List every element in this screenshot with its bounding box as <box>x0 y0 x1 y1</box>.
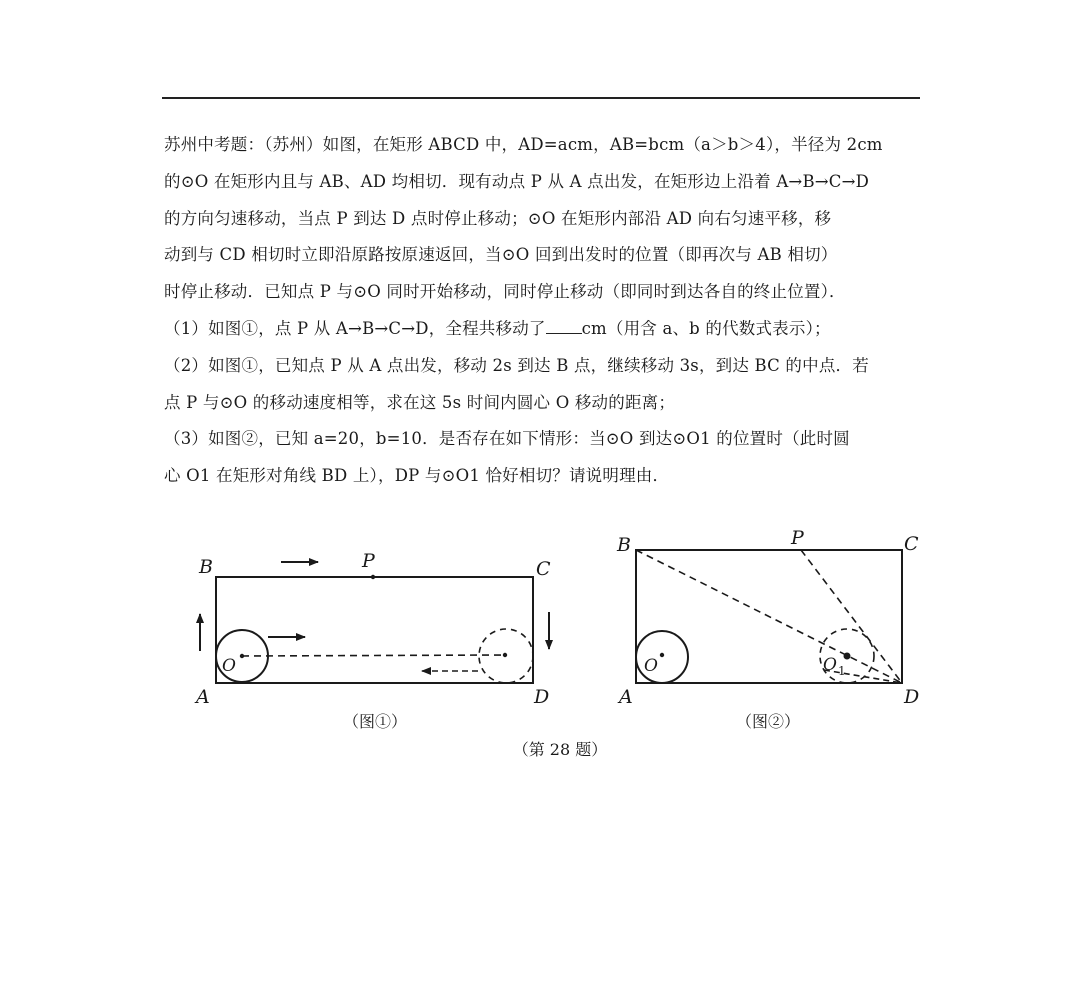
label-c-fig2: C <box>904 533 919 555</box>
question-2-line-1: （2）如图①，已知点 P 从 A 点出发，移动 2s 到达 B 点，继续移动 3s，到达 BC 的中点．若 <box>164 355 869 375</box>
center-o-dot-2 <box>660 653 664 657</box>
label-a-fig1: A <box>196 686 210 708</box>
label-c-fig1: C <box>536 558 551 580</box>
label-a-fig2: A <box>619 686 633 708</box>
question-3-line-2: 心 O1 在矩形对角线 BD 上），DP 与⊙O1 恰好相切？请说明理由． <box>164 466 670 486</box>
label-d-fig1: D <box>534 686 550 708</box>
label-b-fig2: B <box>617 534 631 556</box>
label-o1-subscript: 1 <box>838 664 846 678</box>
question-3-line-1: （3）如图②，已知 a=20，b=10．是否存在如下情形：当⊙O 到达⊙O1 的位置时（此时圆 <box>164 429 850 449</box>
label-d-fig2: D <box>904 686 920 708</box>
label-p-fig1: P <box>362 550 375 572</box>
label-o1-fig2: O <box>823 655 837 675</box>
figure-2 <box>616 527 919 708</box>
figure-1 <box>194 550 551 708</box>
rectangle-abcd <box>216 577 533 683</box>
question-number-caption: （第 28 题） <box>512 740 608 759</box>
problem-line-2: 的⊙O 在矩形内且与 AB、AD 均相切．现有动点 P 从 A 点出发，在矩形边上沿着 A→B→C→D <box>164 171 870 191</box>
label-o-fig2: O <box>644 656 658 676</box>
diagonal-bd <box>636 550 902 683</box>
segment-dp <box>801 550 902 683</box>
figure-1-caption: （图①） <box>342 712 407 731</box>
question-1-tail: cm（用含 a、b 的代数式表示）； <box>581 318 831 338</box>
question-1-text: （1）如图①，点 P 从 A→B→C→D，全程共移动了 <box>164 318 546 338</box>
problem-line-1: 苏州中考题：（苏州）如图，在矩形 ABCD 中，AD=acm，AB=bcm（a＞b＞4），半径为 2cm <box>164 135 883 154</box>
label-o-fig1: O <box>222 656 236 676</box>
problem-line-4: 动到与 CD 相切时立即沿原路按原速返回，当⊙O 回到出发时的位置（即再次与 AB 相切） <box>164 245 838 265</box>
problem-line-3: 的方向匀速移动，当点 P 到达 D 点时停止移动；⊙O 在矩形内部沿 AD 向右匀速平移，移 <box>164 208 832 228</box>
point-p-dot <box>371 575 375 579</box>
problem-line-5: 时停止移动．已知点 P 与⊙O 同时开始移动，同时停止移动（即同时到达各自的终止位置）． <box>164 282 846 302</box>
label-b-fig1: B <box>199 556 213 578</box>
figure-2-caption: （图②） <box>735 712 800 731</box>
label-p-fig2: P <box>791 527 804 549</box>
question-2-line-2: 点 P 与⊙O 的移动速度相等，求在这 5s 时间内圆心 O 移动的距离； <box>164 392 676 412</box>
path-forward-dashed <box>242 655 505 656</box>
